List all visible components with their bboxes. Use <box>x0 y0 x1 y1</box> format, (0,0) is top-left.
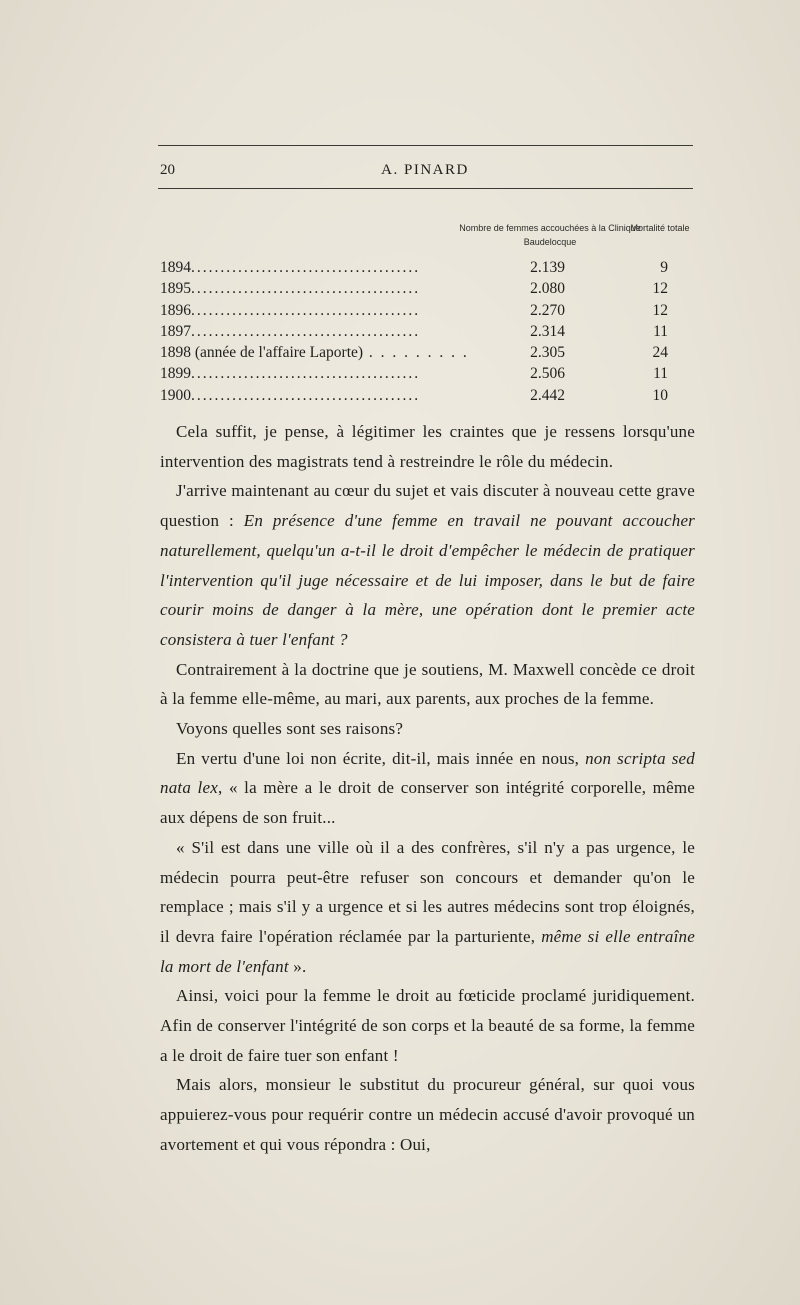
row-deaths: 12 <box>652 301 668 319</box>
paragraph <box>160 655 695 714</box>
row-deaths: 24 <box>652 344 668 362</box>
table-row <box>160 278 690 299</box>
dot-leader: ....................................... <box>191 259 421 276</box>
dot-leader: . . . . . . . . . <box>363 344 469 362</box>
dot-leader: ....................................... <box>191 322 421 340</box>
table-row <box>160 363 690 384</box>
statistics-table <box>160 257 690 406</box>
paragraph <box>160 476 695 654</box>
paragraph-text: , « la mère a le droit de conserver son intégrité corporelle, même aux dépens de son fruit... <box>160 778 696 828</box>
row-year: 1896 <box>160 301 191 319</box>
latin-phrase: non scripta sed nata lex <box>160 748 695 798</box>
column-header-births: Nombre de femmes accouchées à la Clinique Baudelocque <box>459 223 641 247</box>
row-births: 2.314 <box>530 322 565 340</box>
dot-leader: ....................................... <box>191 301 421 319</box>
row-births: 2.442 <box>530 386 565 404</box>
paragraph <box>160 714 695 744</box>
row-year: 1894 <box>160 259 191 276</box>
paragraph <box>160 1070 695 1159</box>
header-rule-bottom <box>158 188 693 189</box>
row-deaths: 11 <box>653 322 668 340</box>
row-year: 1899 <box>160 365 191 383</box>
row-births: 2.506 <box>530 365 565 383</box>
table-row <box>160 300 690 321</box>
row-year: 1898 (année de l'affaire Laporte) <box>160 344 364 362</box>
table-row <box>160 321 690 342</box>
row-deaths: 10 <box>652 386 668 404</box>
paragraph <box>160 417 695 476</box>
paragraph <box>160 833 695 982</box>
italic-question: En présence d'une femme en travail ne pouvant accoucher naturellement, quelqu'un a-t-il le droit d'empêcher le médecin de pratiquer l'intervention qu'il juge nécessaire et de lui imposer, dans le but de faire courir moins de danger à la mère, une opération dont le premier acte consistera à tuer l'enfant ? <box>160 511 695 649</box>
table-row <box>160 342 690 363</box>
row-deaths: 12 <box>652 280 668 298</box>
running-title: A. PINARD <box>381 162 469 178</box>
row-year: 1897 <box>160 322 191 340</box>
row-births: 2.305 <box>530 344 565 362</box>
page-header <box>160 160 690 184</box>
paragraph-text: Mais alors, monsieur le substitut du procureur général, sur quoi vous appuierez-vous pour requérir contre un médecin accusé d'avoir provoqué un avortement et qui vous répondra : Oui, <box>160 1075 695 1154</box>
italic-quote: même si elle entraîne la mort de l'enfant <box>160 926 695 976</box>
column-header-mortality: Mortalité totale <box>630 223 690 233</box>
paragraph-text: Ainsi, voici pour la femme le droit au fœticide proclamé juridiquement. Afin de conserver l'intégrité de son corps et la beauté de sa forme, la femme a le droit de faire tuer son enfant ! <box>160 986 695 1065</box>
table-row <box>160 385 690 406</box>
row-births: 2.139 <box>530 259 565 276</box>
row-year: 1900 <box>160 386 191 404</box>
paragraph-text: Cela suffit, je pense, à légitimer les craintes que je ressens lorsqu'une intervention des magistrats tend à restreindre le rôle du médecin. <box>160 422 695 471</box>
page-number: 20 <box>160 162 175 178</box>
row-births: 2.270 <box>530 301 565 319</box>
row-deaths: 9 <box>660 259 668 276</box>
paragraph-text: ». <box>288 956 307 976</box>
row-deaths: 11 <box>653 365 668 383</box>
header-rule-top <box>158 145 693 146</box>
body-text <box>160 417 695 1160</box>
paragraph-text: En vertu d'une loi non écrite, dit-il, mais innée en nous, <box>176 748 586 768</box>
dot-leader: ....................................... <box>191 365 421 383</box>
paragraph-text: Contrairement à la doctrine que je soutiens, M. Maxwell concède ce droit à la femme elle-même, au mari, aux parents, aux proches de la femme. <box>160 659 695 709</box>
row-births: 2.080 <box>530 280 565 298</box>
paragraph-text: J'arrive maintenant au cœur du sujet et vais discuter à nouveau cette grave question : <box>160 481 695 531</box>
paragraph-text: Voyons quelles sont ses raisons? <box>176 719 404 739</box>
dot-leader: ....................................... <box>191 386 421 404</box>
dot-leader: ....................................... <box>191 280 421 298</box>
paragraph <box>160 744 695 833</box>
paragraph-text: « S'il est dans une ville où il a des confrères, s'il n'y a pas urgence, le médecin pourra peut-être refuser son concours et demander qu'on le remplace ; mais s'il y a urgence et si les autres médecins sont trop éloignés, il devra faire l'opération réclamée par la parturiente, <box>160 837 695 946</box>
table-row <box>160 257 690 278</box>
row-year: 1895 <box>160 280 191 298</box>
paragraph <box>160 981 695 1070</box>
